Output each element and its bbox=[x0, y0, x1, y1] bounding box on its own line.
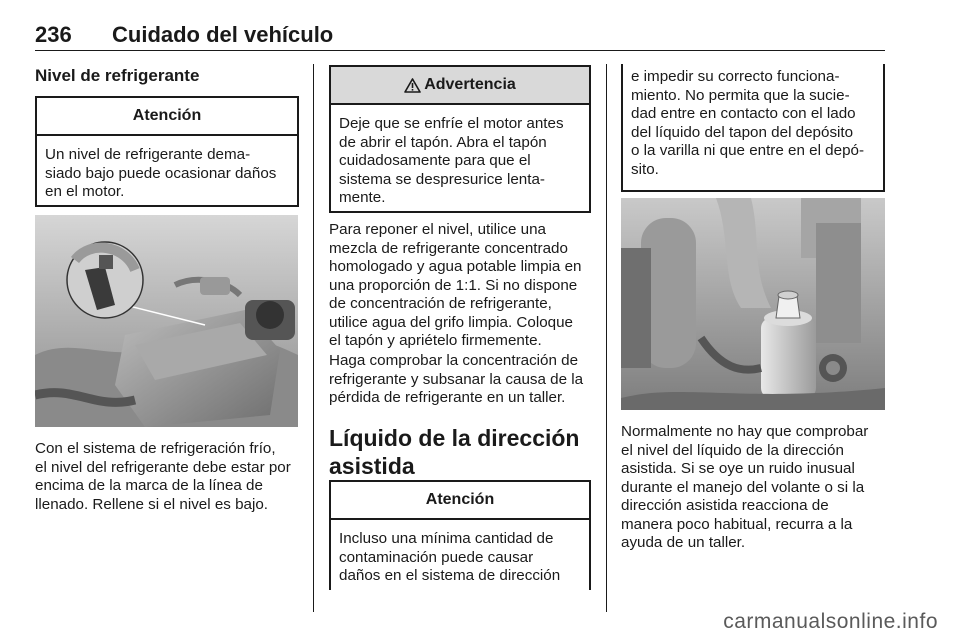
text-line: siado bajo puede ocasionar daños bbox=[45, 164, 277, 182]
heading-line: asistida bbox=[329, 453, 415, 479]
text-line: Deje que se enfríe el motor antes bbox=[339, 115, 564, 132]
text-line: de abrir el tapón. Abra el tapón bbox=[339, 133, 547, 151]
text-line: manera poco habitual, recurra a la bbox=[621, 515, 853, 533]
text-line: e impedir su correcto funciona- bbox=[631, 68, 840, 85]
attention-title: Atención bbox=[37, 98, 297, 136]
coolant-level-instructions bbox=[35, 440, 291, 514]
attention-notice-steering bbox=[329, 480, 591, 590]
steering-reservoir-illustration bbox=[621, 198, 885, 410]
column-divider-2 bbox=[606, 64, 607, 612]
coolant-reservoir-photo bbox=[35, 215, 298, 427]
attention-notice-continued bbox=[621, 64, 885, 192]
text-line: refrigerante y subsanar la causa de la bbox=[329, 370, 584, 388]
text-line: de concentración de refrigerante, bbox=[329, 295, 552, 312]
refill-instructions bbox=[329, 221, 581, 351]
text-line: miento. No permita que la sucie- bbox=[631, 86, 850, 104]
column-divider-1 bbox=[313, 64, 314, 612]
text-line: durante el manejo del volante o si la bbox=[621, 478, 865, 496]
concentration-check-text bbox=[329, 352, 583, 408]
attention-text bbox=[37, 136, 297, 202]
text-line: una proporción de 1:1. Si no dispone bbox=[329, 276, 578, 294]
power-steering-heading bbox=[329, 424, 579, 480]
text-line: encima de la marca de la línea de bbox=[35, 477, 263, 494]
power-steering-reservoir-photo bbox=[621, 198, 885, 410]
section-title: Cuidado del vehículo bbox=[112, 22, 334, 47]
attention-notice-coolant bbox=[35, 96, 299, 207]
attention-text bbox=[623, 64, 883, 179]
text-line: Un nivel de refrigerante dema- bbox=[45, 146, 251, 163]
text-line: homologado y agua potable limpia en bbox=[329, 258, 582, 275]
text-line: ayuda de un taller. bbox=[621, 534, 746, 551]
text-line: cuidadosamente para que el bbox=[339, 152, 531, 169]
attention-text bbox=[331, 520, 589, 586]
warning-text bbox=[331, 105, 589, 208]
watermark: carmanualsonline.info bbox=[723, 610, 938, 633]
page-number: 236 bbox=[35, 22, 72, 47]
text-line: sistema se despresurice lenta- bbox=[339, 170, 545, 188]
text-line: Para reponer el nivel, utilice una bbox=[329, 221, 546, 238]
power-steering-instructions bbox=[621, 423, 868, 553]
attention-title: Atención bbox=[331, 482, 589, 520]
text-line: el nivel del líquido de la dirección bbox=[621, 441, 844, 459]
text-line: del líquido del tapon del depósito bbox=[631, 123, 854, 141]
text-line: o la varilla ni que entre en el depó- bbox=[631, 142, 865, 159]
text-line: sito. bbox=[631, 160, 659, 178]
warning-title: Advertencia bbox=[424, 76, 516, 93]
text-line: utilice agua del grifo limpia. Coloque bbox=[329, 313, 573, 331]
text-line: contaminación puede causar bbox=[339, 548, 534, 566]
text-line: Con el sistema de refrigeración frío, bbox=[35, 440, 276, 457]
warning-triangle-icon bbox=[404, 78, 421, 93]
text-line: Normalmente no hay que comprobar bbox=[621, 423, 869, 440]
text-line: pérdida de refrigerante en un taller. bbox=[329, 389, 566, 406]
text-line: dirección asistida reacciona de bbox=[621, 497, 829, 514]
text-line: mente. bbox=[339, 189, 386, 206]
text-line: llenado. Rellene si el nivel es bajo. bbox=[35, 495, 269, 513]
heading-line: Líquido de la dirección bbox=[329, 425, 580, 451]
text-line: en el motor. bbox=[45, 183, 125, 200]
engine-bay-illustration bbox=[35, 215, 298, 427]
text-line: mezcla de refrigerante concentrado bbox=[329, 239, 568, 257]
text-line: Incluso una mínima cantidad de bbox=[339, 530, 554, 547]
header-rule bbox=[35, 50, 885, 51]
warning-header bbox=[331, 67, 589, 105]
text-line: Haga comprobar la concentración de bbox=[329, 352, 579, 369]
coolant-level-heading: Nivel de refrigerante bbox=[35, 66, 200, 85]
text-line: el tapón y apriételo firmemente. bbox=[329, 332, 542, 349]
text-line: daños en el sistema de dirección bbox=[339, 567, 561, 584]
text-line: dad entre en contacto con el lado bbox=[631, 105, 856, 122]
text-line: el nivel del refrigerante debe estar por bbox=[35, 458, 291, 476]
warning-notice bbox=[329, 65, 591, 213]
text-line: asistida. Si se oye un ruido inusual bbox=[621, 460, 855, 477]
